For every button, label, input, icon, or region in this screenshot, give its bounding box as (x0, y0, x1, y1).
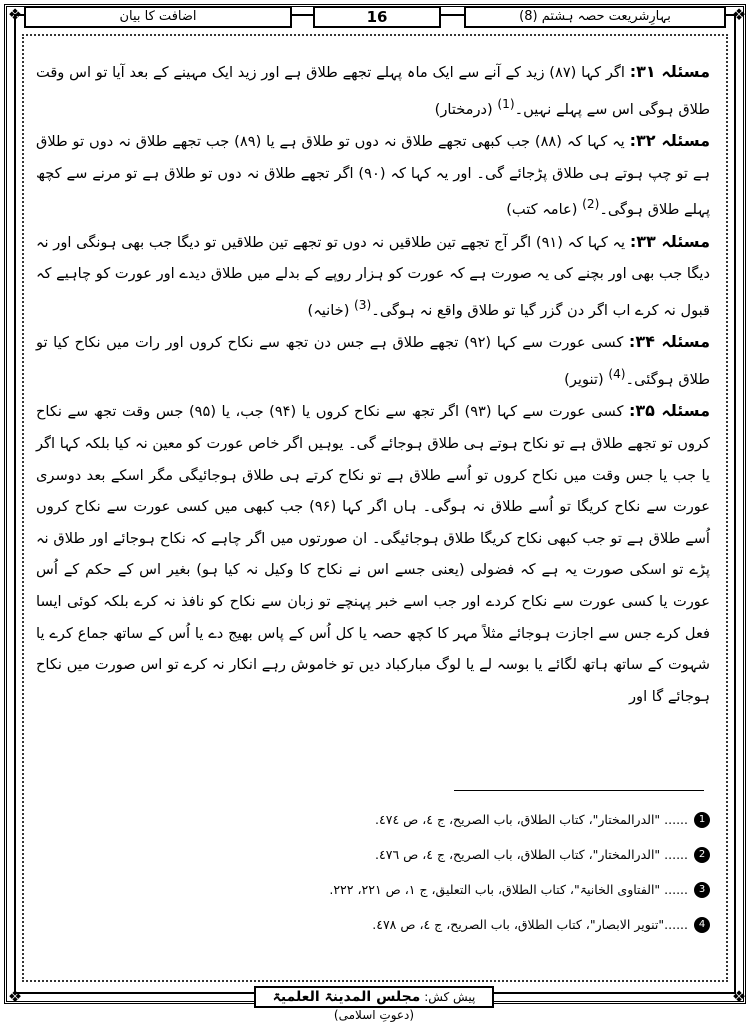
corner-ornament-icon: ❖ (731, 987, 747, 1006)
masala-31 (36, 56, 710, 125)
masala-text: یہ کہا کہ (۹۱) اگر آج تجھے تین طلاقیں نہ دوں تو تجھے تین طلاقیں تو دیگا جب بھی ہونگی اور نہ دیگا جب بھی اور بچنے کی یہ صورت ہے کہ عورت کو ہزار روپے کے بدلے میں طلاق دیدے اور عورت کو چاہیے کہ قبول نہ کرے اب اگر دن گزر گیا تو طلاق واقع نہ ہوگی۔ (36, 233, 710, 319)
footnote-divider (454, 790, 704, 791)
footnote-number: 2 (694, 847, 710, 863)
masala-35 (36, 395, 710, 712)
footnote-number: 4 (694, 917, 710, 933)
masala-text: یہ کہا کہ (۸۸) جب کبھی تجھے طلاق نہ دوں تو طلاق ہے یا (۸۹) جب تجھے طلاق نہ دوں تو طلاق ہے تو چپ ہوتے ہی طلاق پڑجائے گی۔ اور یہ کہا کہ (۹۰) اگر تجھے طلاق نہ دوں تو طلاق ہے تو مرنے سے کچھ پہلے طلاق ہوگی۔ (36, 133, 711, 219)
footnote-number: 3 (694, 882, 710, 898)
masala-text: کسی عورت سے کہا (۹۲) تجھے طلاق ہے جس دن تجھ سے نکاح کروں اور رات میں نکاح کیا تو طلاق ہوگئی۔ (36, 334, 710, 388)
header-book-title: بہارِشریعت حصہ ہشتم (8) (464, 6, 726, 28)
footnote-ref: (1) (497, 96, 515, 111)
masala-text: اگر کہا (۸۷) زید کے آنے سے ایک ماہ پہلے تجھے طلاق ہے اور زید ایک مہینے کے بعد آیا تو اس وقت طلاق ہوگی اس سے پہلے نہیں۔ (36, 64, 710, 118)
corner-ornament-icon: ❖ (731, 5, 747, 24)
masala-label: مسئلہ ۳۲: (629, 131, 711, 151)
masala-source: (عامہ کتب) (506, 201, 578, 219)
masala-label: مسئلہ ۳۱: (629, 62, 710, 81)
masala-label: مسئلہ ۳۴: (628, 332, 710, 352)
footnotes (36, 802, 710, 942)
corner-ornament-icon: ❖ (7, 5, 23, 24)
masala-source: (تنویر) (564, 370, 604, 388)
footnote-number: 1 (694, 812, 710, 828)
body-text (36, 56, 710, 712)
footnote-ref: (3) (354, 297, 372, 312)
footnote-text: ...... "الدرالمختار"، کتاب الطلاق، باب الصریح، ج ٤، ص ٤٧٤. (375, 812, 688, 827)
header-chapter-title: اضافت کا بیان (24, 6, 292, 28)
corner-ornament-icon: ❖ (7, 987, 23, 1006)
masala-label: مسئلہ ۳۵: (628, 401, 710, 421)
footnote-text: ......"تنویر الابصار"، کتاب الطلاق، باب الصریح، ج ٤، ص ٤٧٨. (372, 917, 688, 932)
masala-34 (36, 326, 710, 395)
masala-label: مسئلہ ۳۳: (629, 231, 710, 251)
masala-33 (36, 226, 710, 327)
masala-text: کسی عورت سے کہا (۹۳) اگر تجھ سے نکاح کروں یا (۹۴) جب، یا (۹۵) جس وقت تجھ سے نکاح کروں تو تجھے طلاق ہے تو نکاح ہوتے ہی طلاق ہوجائے گی۔ یوہیں اگر خاص عورت کو معین نہ کیا بلکہ کہا اگر یا جب یا جس وقت میں نکاح کروں تو اُسے طلاق ہے تو نکاح کرتے ہی طلاق ہوجائیگی مگر اسکے بعد دوسری عورت سے نکاح کریگا تو اُسے طلاق نہ ہوگی۔ ہاں اگر کہا (۹۶) جب کبھی میں کسی عورت سے نکاح کروں اُسے طلاق ہے تو جب کبھی نکاح کریگا طلاق ہوجائیگی۔ ان صورتوں میں اگر چاہے کہ نکاح ہوجائے اور طلاق نہ پڑے تو اسکی صورت یہ ہے کہ فضولی (یعنی جسے اس نے نکاح کا وکیل نہ کیا ہو) بغیر اس کے حکم کے اُس عورت یا کسی عورت سے نکاح کردے اور جب اسے خبر پہنچے تو زبان سے نکاح کو نافذ نہ کرے بلکہ کوئی ایسا فعل کرے جس سے اجازت ہوجائے مثلاً مہر کا کچھ حصہ یا کل اُس کے پاس بھیج دے یا اُس کے ساتھ جماع کرے یا شہوت کے ساتھ ہاتھ لگائے یا بوسہ لے یا لوگ مبارکباد دیں تو خاموش رہے انکار نہ کرے تو اس صورت میں نکاح ہوجائے گا اور (36, 403, 710, 705)
masala-32 (36, 125, 710, 226)
footer-publisher (254, 986, 494, 1022)
footer-org: مجلس المدینۃ العلمیۃ (272, 989, 421, 1005)
footer-sub: (دعوتِ اسلامی) (333, 1008, 415, 1022)
masala-source: (خانیہ) (307, 301, 350, 319)
footnote-item (36, 907, 710, 942)
footnote-ref: (2) (582, 197, 600, 212)
page-number: 16 (313, 6, 441, 28)
footer-prefix: پیش کش: (424, 990, 476, 1004)
masala-source: (درمختار) (434, 100, 493, 118)
footnote-text: ...... "الفتاوی الخانیۃ"، کتاب الطلاق، باب التعلیق، ج ١، ص ٢٢١، ٢٢٢. (329, 882, 688, 897)
footnote-text: ...... "الدرالمختار"، کتاب الطلاق، باب الصریح، ج ٤، ص ٤٧٦. (375, 847, 688, 862)
footnote-item (36, 837, 710, 872)
footnote-item (36, 802, 710, 837)
footnote-ref: (4) (608, 366, 626, 381)
footnote-item (36, 872, 710, 907)
